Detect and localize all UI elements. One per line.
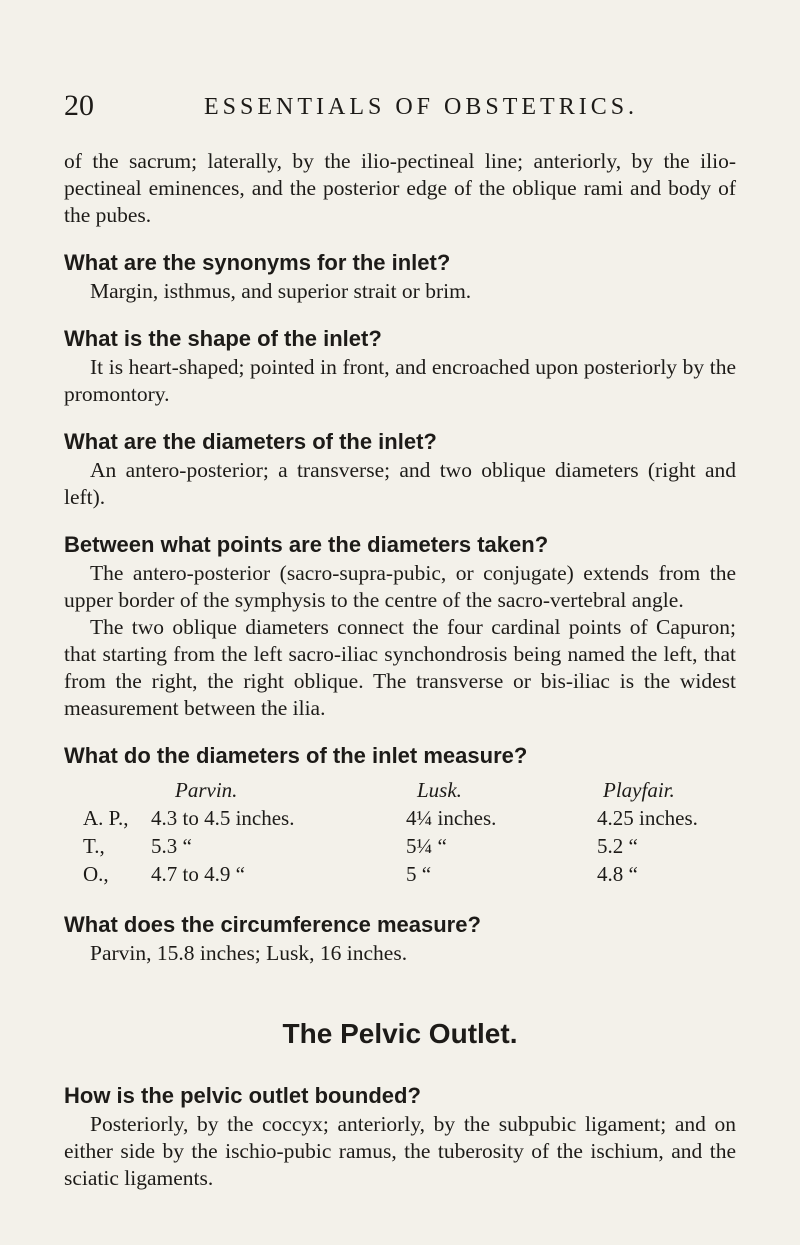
question-heading: What do the diameters of the inlet measure? <box>64 743 528 768</box>
section-title: The Pelvic Outlet. <box>282 1018 518 1049</box>
qa-diameters <box>64 427 736 511</box>
page-header <box>64 88 736 124</box>
page-body <box>64 148 736 1192</box>
cell-parvin: 4.7 to 4.9 “ <box>151 862 245 886</box>
qa-outlet-bounded <box>64 1081 736 1192</box>
cell-lusk: 5¼ “ <box>406 834 447 858</box>
question-heading: What does the circumference measure? <box>64 912 481 937</box>
question-heading: What are the diameters of the inlet? <box>64 429 437 454</box>
cell-playfair: 4.8 “ <box>597 862 638 886</box>
question-heading: Between what points are the diameters taken? <box>64 532 549 557</box>
answer-paragraph: The two oblique diameters connect the four cardinal points of Capuron; that starting from the left sacro-iliac synchondrosis being named the left, that from the right, the right oblique. The transverse or bis-iliac is the widest measurement between the ilia. <box>64 615 736 720</box>
column-header-playfair: Playfair. <box>603 778 675 802</box>
column-header-parvin: Parvin. <box>175 778 238 802</box>
row-label: A. P., <box>83 806 129 830</box>
qa-diameter-points <box>64 530 736 722</box>
measurement-table <box>64 777 736 891</box>
intro-paragraph: of the sacrum; laterally, by the ilio-pectineal line; anteriorly, by the ilio-pectineal eminences, and the posterior edge of the oblique rami and body of the pubes. <box>64 149 736 227</box>
column-header-lusk: Lusk. <box>417 778 462 802</box>
running-title: ESSENTIALS OF OBSTETRICS. <box>204 94 639 120</box>
question-heading: What are the synonyms for the inlet? <box>64 250 451 275</box>
cell-playfair: 4.25 inches. <box>597 806 698 830</box>
cell-parvin: 4.3 to 4.5 inches. <box>151 806 295 830</box>
cell-lusk: 5 “ <box>406 862 432 886</box>
cell-playfair: 5.2 “ <box>597 834 638 858</box>
answer-paragraph: Parvin, 15.8 inches; Lusk, 16 inches. <box>90 941 408 965</box>
question-heading: How is the pelvic outlet bounded? <box>64 1083 421 1108</box>
qa-shape <box>64 324 736 408</box>
answer-paragraph: The antero-posterior (sacro-supra-pubic, or conjugate) extends from the upper border of the symphysis to the centre of the sacro-vertebral angle. <box>64 561 736 612</box>
cell-lusk: 4¼ inches. <box>406 806 497 830</box>
qa-circumference <box>64 910 736 967</box>
answer-paragraph: An antero-posterior; a transverse; and two oblique diameters (right and left). <box>64 458 736 509</box>
page-number: 20 <box>64 89 94 122</box>
row-label: T., <box>83 834 105 858</box>
qa-measure <box>64 741 736 891</box>
answer-paragraph: Margin, isthmus, and superior strait or brim. <box>90 279 472 303</box>
cell-parvin: 5.3 “ <box>151 834 192 858</box>
qa-synonyms <box>64 248 736 305</box>
row-label: O., <box>83 862 109 886</box>
answer-paragraph: Posteriorly, by the coccyx; anteriorly, by the subpubic ligament; and on either side by the ischio-pubic ramus, the tuberosity of the ischium, and the sciatic ligaments. <box>64 1112 736 1190</box>
question-heading: What is the shape of the inlet? <box>64 326 382 351</box>
answer-paragraph: It is heart-shaped; pointed in front, and encroached upon posteriorly by the promontory. <box>64 355 736 406</box>
